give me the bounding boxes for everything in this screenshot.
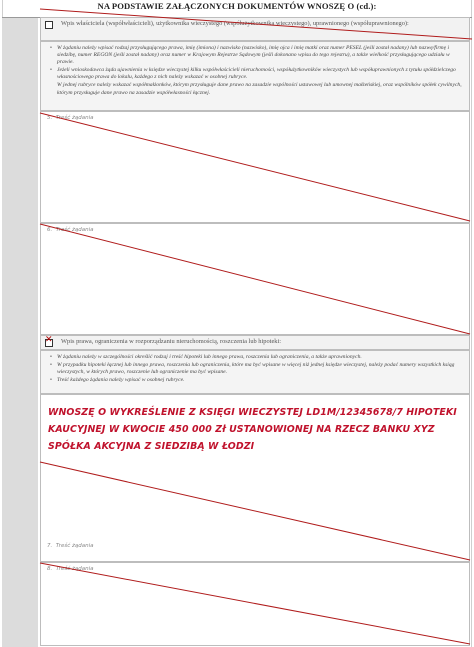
owner-checkbox-label: Wpis właściciela (współwłaścicieli), użytkownika wieczystego (współużytkownika wieczystego), uprawnionego (współuprawnionego):: [61, 20, 409, 27]
rights-instruction-2: • W przypadku hipoteki łącznej lub innego prawa, roszczenia lub ograniczenia, które ma być wpisane w więcej niż jednej księdze wieczystej, należy podać numery wszystkich ksiąg wieczystych, w których prawo, roszczenie lub ograniczenie ma być wpisane.: [57, 362, 463, 376]
rights-checkbox-label: Wpis prawa, ograniczenia w rozporządzaniu nieruchomością, roszczenia lub hipoteki:: [61, 338, 282, 345]
rights-instruction-1: • W żądaniu należy w szczególności określić rodzaj i treść hipoteki lub innego prawa, roszczenia lub ograniczenia, a także uprawnionych.: [57, 354, 463, 361]
field-8-label: 8. Treść żądania: [47, 566, 94, 572]
strike-line-field-5: [40, 113, 470, 221]
field-6-label: 6. Treść żądania: [47, 227, 94, 233]
rights-instruction-3: • Treść każdego żądania należy wpisać w osobnej rubryce.: [57, 377, 463, 384]
owner-instruction-2: • Jeżeli wnioskodawca żąda ujawnienia w księdze wieczystej kilku współwłaścicieli nieruchomości, współużytkowników wieczystych lub współuprawnionych z tytułu spółdzielczego własnościowego prawa do lokalu, każdego z nich należy wskazać w osobnej rubryce.: [57, 67, 463, 81]
strike-line-field-7: [40, 462, 470, 560]
owner-instruction-3: W jednej rubryce należy wskazać współmałżonków, którym przysługuje dane prawo na zasadzie wspólności ustawowej lub umownej małżeńskiej, oraz wspólników spółek cywilnych, którym przysługuje dane prawo na zasadzie współwłasności łącznej.: [57, 82, 462, 96]
field-5-label: 5. Treść żądania: [47, 115, 94, 121]
entry-text: WNOSZĘ O WYKREŚLENIE Z KSIĘGI WIECZYSTEJ LD1M/12345678/7 HIPOTEKI KAUCYJNEJ W KWOCIE 450 000 Zł USTANOWIONEJ NA RZECZ BANKU XYZ SPÓŁKA AKCYJNA Z SIEDZIBĄ W ŁODZI: [48, 407, 457, 452]
page-title: NA PODSTAWIE ZAŁĄCZONYCH DOKUMENTÓW WNOSZĘ O (cd.):: [2, 0, 472, 18]
strike-line-header: [40, 9, 472, 39]
strike-line-field-8: [40, 563, 470, 644]
strike-line-field-6: [40, 224, 470, 334]
owner-instruction-1: • W żądaniu należy wpisać rodzaj przysługującego prawa, imię (imiona) i nazwisko (nazwisko), imię ojca i imię matki oraz numer PESEL (jeśli został nadany) lub nazwę/firmę i siedzibę, numer REGON (jeśli został nadany) oraz numer w Krajowym Rejestrze Sądowym (jeśli dokonano wpisu do tego rejestru), a także wielkość przysługującego udziału w prawie.: [57, 45, 463, 66]
field-7-label: 7. Treść żądania: [47, 543, 94, 549]
